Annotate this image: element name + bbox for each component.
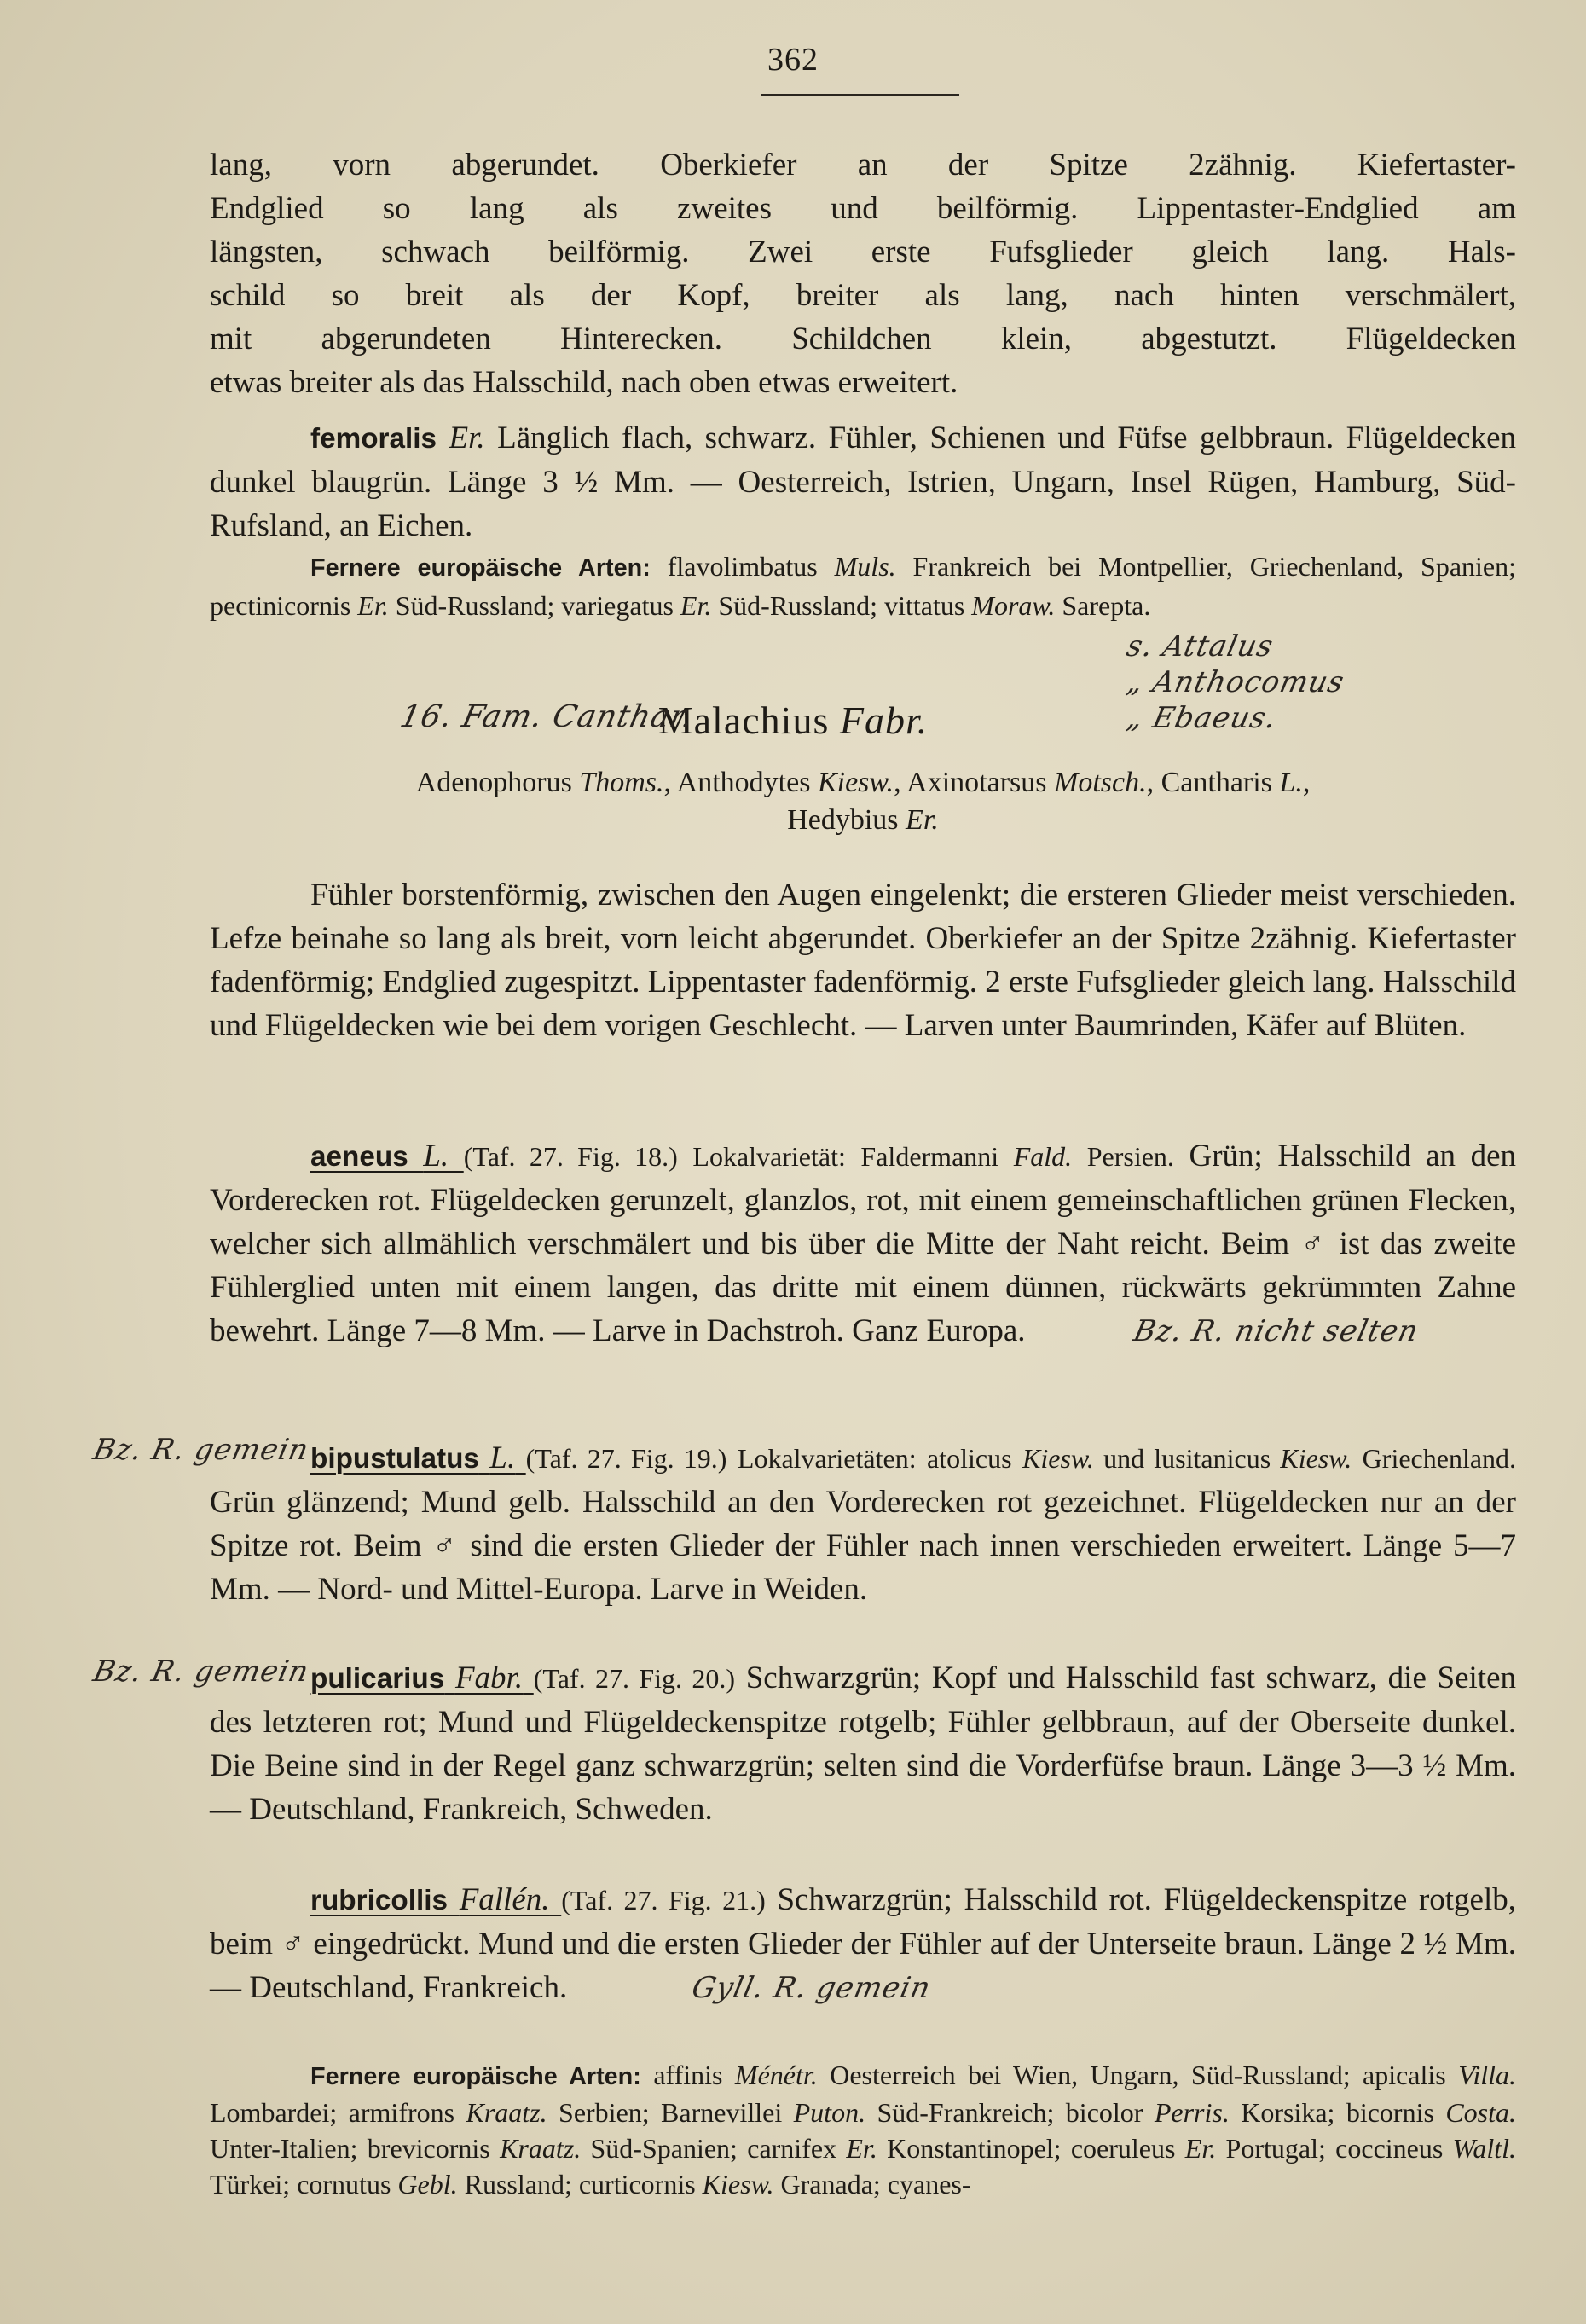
- text-run: , Cantharis: [1146, 767, 1280, 798]
- intro-line: lang, vorn abgerundet. Oberkiefer an der Spitze 2zähnig. Kiefertaster-: [210, 148, 1516, 183]
- text-run: Unter-Italien; brevicornis: [210, 2133, 501, 2164]
- text-run: Korsika; bicornis: [1229, 2097, 1446, 2128]
- author-abbreviation: Motsch.: [1054, 767, 1147, 798]
- text-run: Süd-Russland; variegatus: [388, 590, 680, 621]
- text-run: Süd-Russland; vittatus: [711, 590, 972, 621]
- author-abbreviation: L.: [1279, 767, 1303, 798]
- species-heading: [310, 1660, 534, 1695]
- intro-line: etwas breiter als das Halsschild, nach oben etwas erweitert.: [210, 365, 958, 400]
- other-species-label: Fernere europäische Arten:: [310, 2063, 641, 2090]
- species-name: bipustulatus: [310, 1443, 479, 1475]
- species-author: L.: [423, 1139, 449, 1174]
- species-aeneus: [210, 1134, 1516, 1353]
- variety-name: Faldermanni: [860, 1141, 999, 1172]
- species-pulicarius: [210, 1656, 1516, 1831]
- variety-author: Fald.: [1013, 1141, 1073, 1172]
- genus-synonyms: [210, 764, 1516, 839]
- intro-line: Endglied so lang als zweites und beilförmig. Lippentaster-Endglied am: [210, 191, 1516, 226]
- author-abbreviation: Perris.: [1154, 2097, 1230, 2128]
- author-abbreviation: Puton.: [793, 2097, 866, 2128]
- text-run: Lombardei; armifrons: [210, 2097, 466, 2128]
- genus-heading: [0, 698, 1586, 743]
- author-abbreviation: Muls.: [834, 551, 896, 582]
- text-run: , Axinotarsus: [894, 767, 1055, 798]
- other-species-list: [210, 2057, 1516, 2202]
- variety-label: Lokalvarietäten:: [737, 1443, 917, 1474]
- intro-line: mit abgerundeten Hinterecken. Schildchen klein, abgestutzt. Flügeldecken: [210, 322, 1516, 356]
- author-abbreviation: Costa.: [1445, 2097, 1517, 2128]
- handwritten-family-note: 16. Fam. Canthar.: [396, 699, 697, 734]
- page-number-rule: [761, 94, 959, 96]
- intro-paragraph: [210, 143, 1516, 404]
- genus-description-text: Fühler borstenförmig, zwischen den Augen eingelenkt; die ersteren Glieder meist verschieden. Lefze beinahe so lang als breit, vorn leicht abgerundet. Oberkiefer an der Spitze 2zähnig. Kiefertaster fadenförmig; Endglied zugespitzt. Lippentaster fadenförmig. 2 erste Fufsglieder gleich lang. Halsschild und Flügeldecken wie bei dem vorigen Geschlecht. — Larven unter Baumrinden, Käfer auf Blüten.: [210, 878, 1516, 1043]
- handwritten-margin-note: Bz. R. gemein: [90, 1655, 313, 1689]
- species-description: Grün glänzend; Mund gelb. Halsschild an den Vorderecken rot gezeichnet. Flügeldecken nur an der Spitze rot. Beim ♂ sind die ersten Glieder der Fühler nach innen verschieden erweitert. Länge 5—7 Mm. — Nord- und Mittel-Europa. Larve in Weiden.: [210, 1485, 1516, 1607]
- text-run: Sarepta.: [1055, 590, 1151, 621]
- handwritten-note: Bz. R. nicht selten: [1130, 1314, 1422, 1348]
- species-bipustulatus: [210, 1436, 1516, 1611]
- handwritten-note: Gyll. R. gemein: [689, 1971, 935, 2005]
- other-species-list: [210, 548, 1516, 624]
- page-number: 362: [767, 42, 819, 78]
- author-abbreviation: Waltl.: [1452, 2133, 1517, 2164]
- text-run: Serbien; Barnevillei: [547, 2097, 794, 2128]
- text-run: Granada; cyanes-: [773, 2169, 971, 2199]
- figure-reference: (Taf. 27. Fig. 19.): [525, 1443, 727, 1474]
- species-femoralis: [210, 416, 1516, 548]
- author-abbreviation: Er.: [680, 590, 712, 621]
- text-run: Süd-Spanien; carnifex: [581, 2133, 847, 2164]
- text-run: , Anthodytes: [663, 767, 818, 798]
- text-run: affinis: [653, 2060, 735, 2090]
- author-abbreviation: Er.: [1184, 2133, 1217, 2164]
- text-run: flavolimbatus: [667, 551, 835, 582]
- text-run: ,: [1302, 767, 1311, 798]
- author-abbreviation: Ménétr.: [734, 2060, 818, 2090]
- species-name: femoralis: [310, 423, 437, 455]
- author-abbreviation: Kiesw.: [702, 2169, 774, 2199]
- text-run: Konstantinopel; coeruleus: [877, 2133, 1185, 2164]
- author-abbreviation: Kraatz.: [500, 2133, 582, 2164]
- species-author: Fallén.: [459, 1882, 550, 1917]
- variety-author: Kiesw.: [1022, 1443, 1094, 1474]
- author-abbreviation: Gebl.: [397, 2169, 458, 2199]
- author-abbreviation: Er.: [906, 804, 939, 836]
- variety-label: Lokalvarietät:: [692, 1141, 846, 1172]
- species-heading: [310, 1882, 561, 1917]
- text-run: Frankreich bei Montpellier, Griechenland, Spanien; pectinicornis: [210, 551, 1517, 621]
- text-run: Hedybius: [787, 804, 906, 836]
- author-abbreviation: Thoms.: [579, 767, 664, 798]
- variety-name: und lusitanicus: [1093, 1443, 1281, 1474]
- species-author: Er.: [449, 420, 485, 455]
- intro-line: längsten, schwach beilförmig. Zwei erste Fufsglieder gleich lang. Hals-: [210, 235, 1516, 269]
- species-description: Schwarzgrün; Halsschild rot. Flügeldeckenspitze rotgelb, beim ♂ eingedrückt. Mund und die ersten Glieder der Fühler auf der Unterseite braun. Länge 2 ½ Mm. — Deutschland, Frankreich.: [210, 1882, 1516, 2005]
- synonyms-line: [210, 802, 1516, 839]
- species-rubricollis: [210, 1878, 1516, 2010]
- genus-description: [210, 873, 1516, 1047]
- species-description: Schwarzgrün; Kopf und Halsschild fast schwarz, die Seiten des letzteren rot; Mund und Flügeldeckenspitze rotgelb; Fühler gelbbraun, auf der Oberseite dunkel. Die Beine sind in der Regel ganz schwarzgrün; selten sind die Vorderfüfse braun. Länge 3—3 ½ Mm. — Deutschland, Frankreich, Schweden.: [210, 1660, 1516, 1827]
- text-run: Russland; curticornis: [457, 2169, 703, 2199]
- author-abbreviation: Er.: [357, 590, 389, 621]
- handwritten-side-note: s. Attalus: [1123, 629, 1277, 664]
- author-abbreviation: Kiesw.: [817, 767, 894, 798]
- figure-reference: (Taf. 27. Fig. 18.): [463, 1141, 678, 1172]
- variety-author: Kiesw.: [1280, 1443, 1352, 1474]
- species-name: rubricollis: [310, 1885, 448, 1916]
- species-heading: [310, 1440, 526, 1475]
- genus-name: Malachius: [657, 698, 830, 742]
- species-name: pulicarius: [310, 1663, 445, 1695]
- synonyms-line: [210, 764, 1516, 802]
- author-abbreviation: Er.: [846, 2133, 877, 2164]
- species-author: L.: [489, 1440, 516, 1475]
- text-run: Adenophorus: [415, 767, 580, 798]
- text-run: Oesterreich bei Wien, Ungarn, Süd-Russland; apicalis: [817, 2060, 1459, 2090]
- variety-place: Persien.: [1086, 1141, 1174, 1172]
- species-description: Länglich flach, schwarz. Fühler, Schienen und Füfse gelbbraun. Flügeldecken dunkel blaugrün. Länge 3 ½ Mm. — Oesterreich, Istrien, Ungarn, Insel Rügen, Hamburg, Süd-Rufsland, an Eichen.: [210, 420, 1516, 543]
- text-run: Portugal; coccineus: [1216, 2133, 1453, 2164]
- other-species-label: Fernere europäische Arten:: [310, 554, 651, 582]
- handwritten-side-note: „ Ebaeus.: [1123, 701, 1280, 735]
- text-run: Süd-Frankreich; bicolor: [865, 2097, 1155, 2128]
- species-name: aeneus: [310, 1141, 408, 1173]
- genus-author: Fabr.: [839, 698, 929, 742]
- species-description: Grün; Halsschild an den Vorderecken rot. Flügeldecken gerunzelt, glanzlos, rot, mit einem gemeinschaftlichen grünen Flecken, welcher sich allmählich verschmälert und bis über die Mitte der Naht reicht. Beim ♂ ist das zweite Fühlerglied unten mit einem langen, das dritte mit einem dünnen, rückwärts gekrümmten Zahne bewehrt. Länge 7—8 Mm. — Larve in Dachstroh. Ganz Europa.: [210, 1139, 1517, 1348]
- text-run: Türkei; cornutus: [210, 2169, 398, 2199]
- handwritten-side-note: „ Anthocomus: [1123, 665, 1348, 699]
- species-heading: [310, 1139, 464, 1174]
- intro-line: schild so breit als der Kopf, breiter als lang, nach hinten verschmälert,: [210, 278, 1516, 313]
- author-abbreviation: Moraw.: [971, 590, 1056, 621]
- variety-place: Griechenland.: [1362, 1443, 1517, 1474]
- species-author: Fabr.: [454, 1660, 524, 1695]
- figure-reference: (Taf. 27. Fig. 21.): [561, 1885, 766, 1915]
- figure-reference: (Taf. 27. Fig. 20.): [533, 1663, 736, 1694]
- author-abbreviation: Villa.: [1458, 2060, 1517, 2090]
- handwritten-margin-note: Bz. R. gemein: [90, 1433, 313, 1467]
- variety-name: atolicus: [927, 1443, 1012, 1474]
- author-abbreviation: Kraatz.: [466, 2097, 547, 2128]
